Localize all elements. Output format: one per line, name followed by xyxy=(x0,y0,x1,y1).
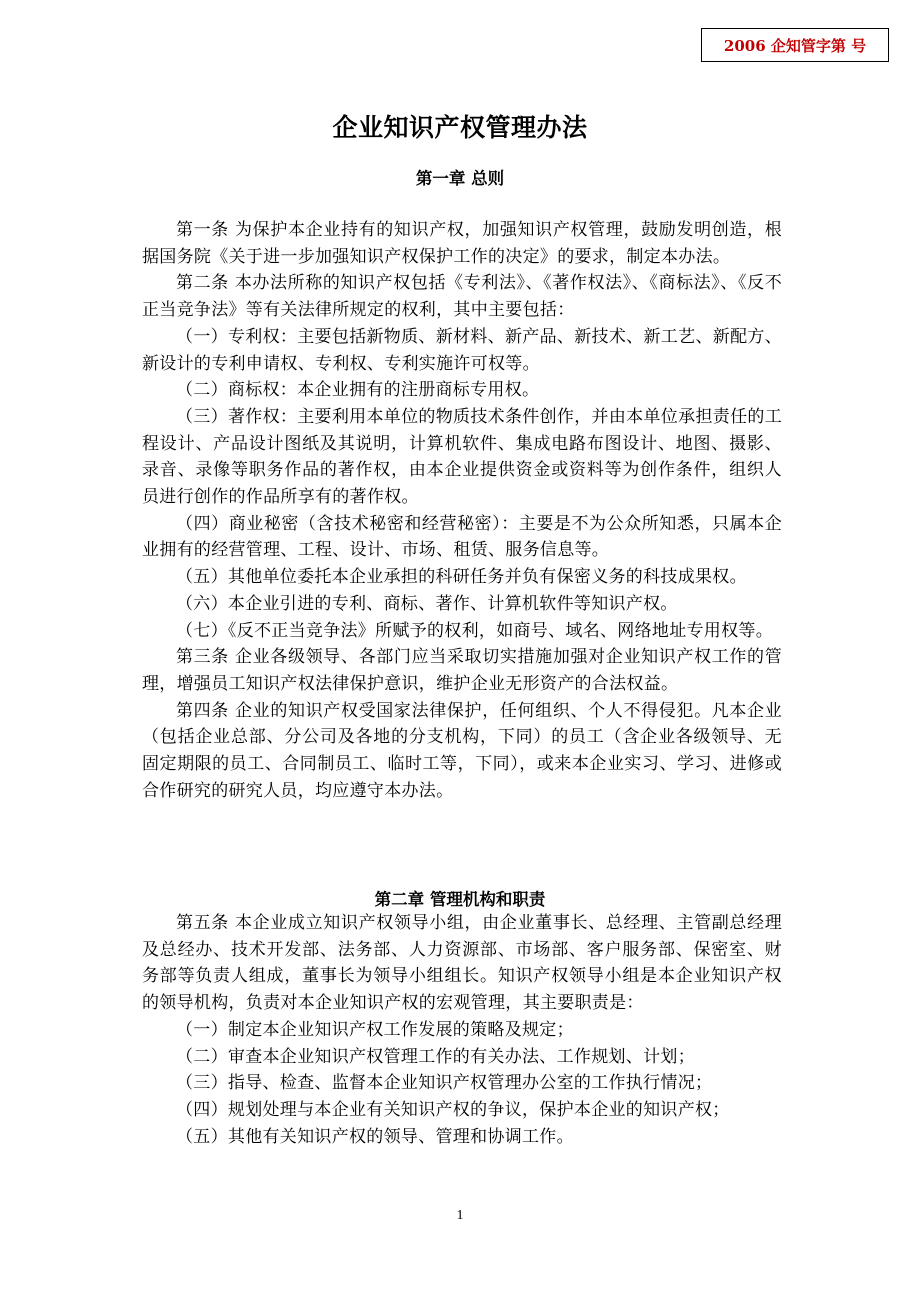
article-2-item-4: （四）商业秘密（含技术秘密和经营秘密）：主要是不为公众所知悉，只属本企业拥有的经营管理、工程、设计、市场、租赁、服务信息等。 xyxy=(142,513,782,561)
article-5-item-1: （一）制定本企业知识产权工作发展的策略及规定； xyxy=(176,1019,574,1040)
article-5-item-3: （三）指导、检查、监督本企业知识产权管理办公室的工作执行情况； xyxy=(176,1073,713,1094)
article-5-item-5: （五）其他有关知识产权的领导、管理和协调工作。 xyxy=(176,1126,574,1147)
document-title: 企业知识产权管理办法 xyxy=(332,113,588,142)
chapter-1-body xyxy=(142,217,782,804)
article-5: 第五条 本企业成立知识产权领导小组，由企业董事长、总经理、主管副总经理及总经办、技术开发部、法务部、人力资源部、市场部、客户服务部、保密室、财务部等负责人组成，董事长为领导小组组长。知识产权领导小组是本企业知识产权的领导机构，负责对本企业知识产权的宏观管理，其主要职责是： xyxy=(142,913,782,1014)
article-2-item-7: （七）《反不正当竞争法》所赋予的权利，如商号、域名、网络地址专用权等。 xyxy=(176,620,773,641)
chapter-1-heading: 第一章 总则 xyxy=(415,169,505,188)
article-1: 第一条 为保护本企业持有的知识产权，加强知识产权管理，鼓励发明创造，根据国务院《关于进一步加强知识产权保护工作的决定》的要求，制定本办法。 xyxy=(142,220,782,267)
document-number-box xyxy=(701,28,889,62)
chapter-2-heading: 第二章 管理机构和职责 xyxy=(374,890,546,909)
article-2-item-2: （二）商标权：本企业拥有的注册商标专用权。 xyxy=(176,380,540,401)
article-5-item-2: （二）审查本企业知识产权管理工作的有关办法、工作规划、计划； xyxy=(176,1046,695,1067)
chapter-2-body xyxy=(142,910,782,1150)
article-4: 第四条 企业的知识产权受国家法律保护，任何组织、个人不得侵犯。凡本企业（包括企业总部、分公司及各地的分支机构，下同）的员工（含企业各级领导、无固定期限的员工、合同制员工、临时工等，下同），或来本企业实习、学习、进修或合作研究的研究人员，均应遵守本办法。 xyxy=(142,700,782,801)
article-2-item-1: （一）专利权：主要包括新物质、新材料、新产品、新技术、新工艺、新配方、新设计的专利申请权、专利权、专利实施许可权等。 xyxy=(142,326,782,374)
article-2-item-6: （六）本企业引进的专利、商标、著作、计算机软件等知识产权。 xyxy=(176,593,678,614)
article-2-item-5: （五）其他单位委托本企业承担的科研任务并负有保密义务的科技成果权。 xyxy=(176,567,747,588)
article-2: 第二条 本办法所称的知识产权包括《专利法》、《著作权法》、《商标法》、《反不正当竞争法》等有关法律所规定的权利，其中主要包括： xyxy=(142,273,782,321)
article-3: 第三条 企业各级领导、各部门应当采取切实措施加强对企业知识产权工作的管理，增强员工知识产权法律保护意识，维护企业无形资产的合法权益。 xyxy=(142,647,782,694)
page-number: 1 xyxy=(456,1208,464,1223)
article-5-item-4: （四）规划处理与本企业有关知识产权的争议，保护本企业的知识产权； xyxy=(176,1099,730,1120)
document-number: 2006 企知管字第 号 xyxy=(723,36,867,55)
article-2-item-3: （三）著作权：主要利用本单位的物质技术条件创作，并由本单位承担责任的工程设计、产品设计图纸及其说明，计算机软件、集成电路布图设计、地图、摄影、录音、录像等职务作品的著作权，由本企业提供资金或资料等为创作条件，组织人员进行创作的作品所享有的著作权。 xyxy=(142,406,782,508)
